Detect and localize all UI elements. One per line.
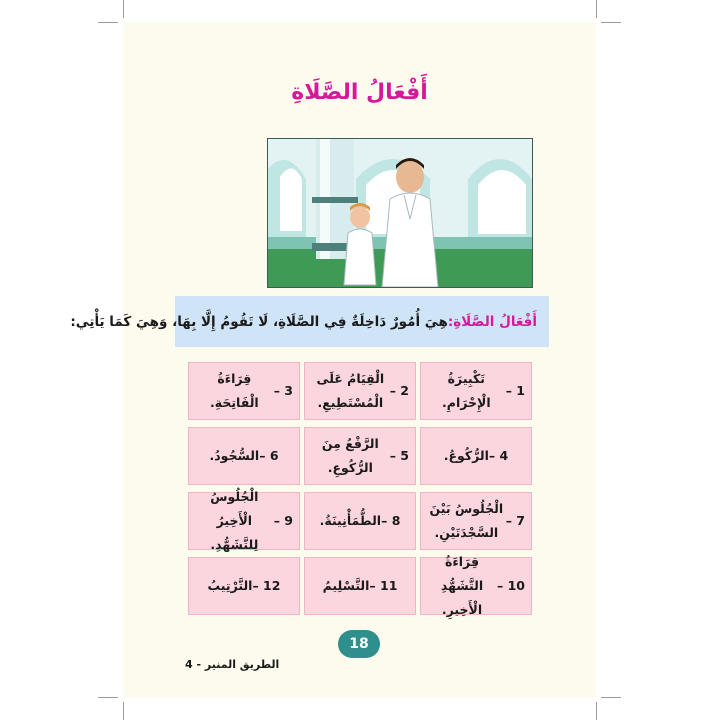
act-cell: 4 – الرُّكُوعُ. <box>420 427 532 485</box>
act-text: السُّجُودُ. <box>209 448 260 463</box>
crop-mark <box>98 22 118 23</box>
act-cell: 3 – قِرَاءَةُ الْفَاتِحَةِ. <box>188 362 300 420</box>
act-text: قِرَاءَةُ التَّشَهُّدِ الْأَخِيرِ. <box>440 554 484 617</box>
act-number: 12 <box>263 578 281 593</box>
act-number: 2 <box>400 383 409 398</box>
act-cell: 5 – الرَّفْعُ مِنَ الرُّكُوعِ. <box>304 427 416 485</box>
act-cell: 9 – الْجُلُوسُ الْأَخِيرُ لِلتَّشَهُّدِ. <box>188 492 300 550</box>
act-cell: 6 – السُّجُودُ. <box>188 427 300 485</box>
definition-term: أَفْعَالُ الصَّلَاةِ: <box>447 313 537 330</box>
definition-text: هِيَ أُمُورٌ دَاخِلَةٌ فِي الصَّلَاةِ، لَا تَقُومُ إِلَّا بِهَا، وَهِيَ كَمَا يَأْتِي: <box>70 313 448 330</box>
act-cell: 11 – التَّسْلِيمُ <box>304 557 416 615</box>
act-number: 7 <box>516 513 525 528</box>
crop-mark <box>596 702 597 720</box>
act-number: 5 <box>400 448 409 463</box>
page-title: أَفْعَالُ الصَّلَاةِ <box>291 80 428 105</box>
act-text: الطُّمَأْنِينَةُ. <box>319 513 382 528</box>
act-text: قِرَاءَةُ الْفَاتِحَةِ. <box>209 371 259 410</box>
book-page <box>70 22 596 698</box>
act-cell: 10 – قِرَاءَةُ التَّشَهُّدِ الْأَخِيرِ. <box>420 557 532 615</box>
act-text: التَّرْتِيبُ <box>207 578 253 593</box>
act-number: 3 <box>284 383 293 398</box>
act-cell: 8 – الطُّمَأْنِينَةُ. <box>304 492 416 550</box>
act-number: 10 <box>507 578 525 593</box>
crop-mark <box>98 697 118 698</box>
act-text: الْجُلُوسُ الْأَخِيرُ لِلتَّشَهُّدِ. <box>210 489 259 552</box>
act-text: الرُّكُوعُ. <box>443 448 489 463</box>
act-number: 4 <box>499 448 509 463</box>
prayer-scene-image <box>268 139 532 287</box>
act-text: الرَّفْعُ مِنَ الرُّكُوعِ. <box>321 436 379 475</box>
act-cell: 12 – التَّرْتِيبُ <box>188 557 300 615</box>
book-footer: الطريق المنير - 4 <box>185 658 280 671</box>
act-text: الْجُلُوسُ بَيْنَ السَّجْدَتَيْنِ. <box>429 501 504 540</box>
crop-mark <box>596 0 597 18</box>
act-text: التَّسْلِيمُ <box>322 578 370 593</box>
act-cell: 2 – الْقِيَامُ عَلَى الْمُسْتَطِيعِ. <box>304 362 416 420</box>
act-cell: 1 – تَكْبِيرَةُ الْإِحْرَامِ. <box>420 362 532 420</box>
act-number: 11 <box>380 578 398 593</box>
act-text: تَكْبِيرَةُ الْإِحْرَامِ. <box>442 371 491 410</box>
act-text: الْقِيَامُ عَلَى الْمُسْتَطِيعِ. <box>316 371 385 410</box>
act-number: 1 <box>516 383 525 398</box>
mosque-illustration <box>267 138 533 288</box>
act-cell: 7 – الْجُلُوسُ بَيْنَ السَّجْدَتَيْنِ. <box>420 492 532 550</box>
crop-mark <box>601 697 621 698</box>
definition-box <box>70 296 549 347</box>
crop-mark <box>123 702 124 720</box>
page-number-badge: 18 <box>338 630 380 658</box>
crop-mark <box>123 0 124 18</box>
act-number: 9 <box>284 513 293 528</box>
crop-mark <box>601 22 621 23</box>
act-number: 8 <box>391 513 401 528</box>
act-number: 6 <box>269 448 279 463</box>
